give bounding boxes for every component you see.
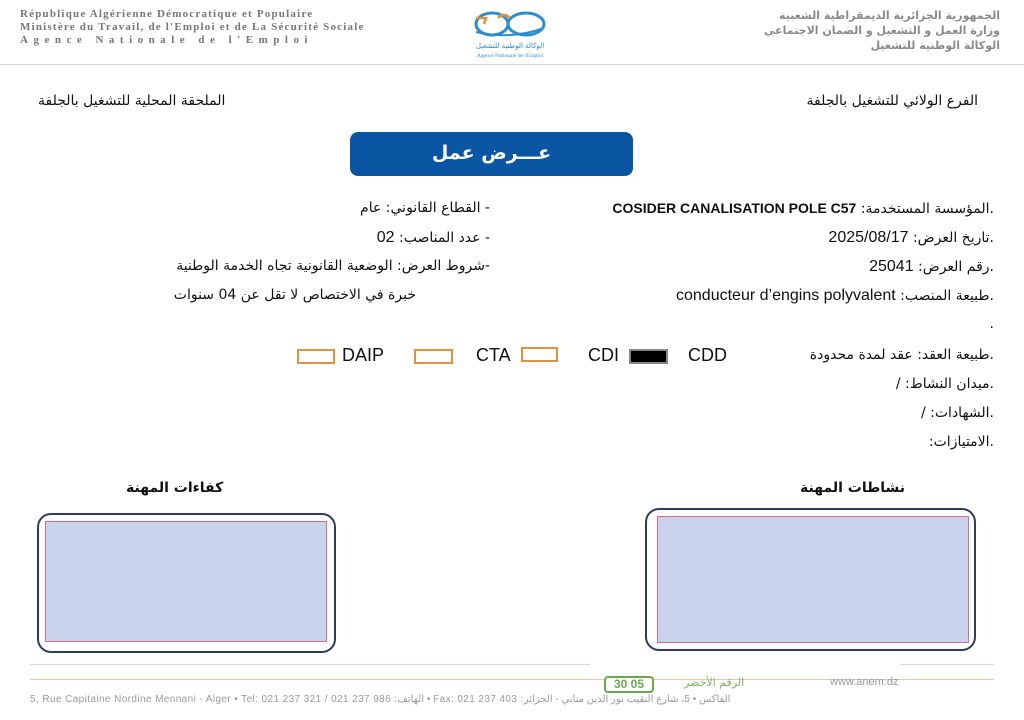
green-number-badge	[604, 676, 654, 693]
field-offer-date: .تاريخ العرض: 2025/08/17	[828, 229, 994, 246]
header-ar-line-2: وزارة العمل و التشغيل و الضمان الاجتماعي	[764, 24, 1000, 37]
field-positions-count	[377, 229, 490, 247]
empty-dot-line: .	[989, 316, 994, 332]
field-offer-date-value: 2025/08/17	[828, 229, 909, 246]
field-offer-number-value: 25041	[869, 258, 914, 275]
field-legal-sector-label: - القطاع القانوني:	[385, 200, 490, 216]
field-conditions: -شروط العرض: الوضعية القانونية تجاه الخدمة الوطنية	[176, 258, 490, 274]
competencies-box[interactable]	[45, 521, 327, 642]
option-cdd-label: CDD	[688, 345, 727, 365]
field-activity: .ميدان النشاط: /	[895, 376, 994, 392]
field-certificates-label: الشهادات:	[930, 405, 990, 421]
field-legal-sector	[360, 200, 490, 216]
logo-caption-fr: Agence Nationale de l'Emploi	[476, 53, 544, 59]
field-position-value: conducteur d’engins polyvalent	[676, 287, 896, 304]
website-link[interactable]: www.anem.dz	[830, 676, 899, 688]
field-activity-label: ميدان النشاط:	[905, 376, 990, 392]
field-employer-label: المؤسسة المستخدمة:	[860, 201, 990, 217]
option-cta-checkbox[interactable]	[521, 347, 558, 362]
header-arabic	[600, 8, 1000, 53]
field-conditions-experience: خبرة في الاختصاص لا تقل عن 04 سنوات	[173, 287, 416, 303]
green-number-label: الرقم الأخضر	[684, 676, 745, 689]
field-offer-number: .رقم العرض: 25041	[869, 258, 994, 275]
option-extra-checkbox[interactable]	[297, 349, 335, 364]
option-cdi-checkbox[interactable]	[629, 349, 668, 364]
header-fr-line-2: Ministère du Travail, de l'Emploi et de La Sécurité Sociale	[20, 21, 365, 33]
field-contract: .طبيعة العقد: عقد لمدة محدودة	[809, 347, 994, 363]
field-contract-value: عقد لمدة محدودة	[809, 347, 913, 363]
option-cta-label: CTA	[476, 345, 511, 365]
field-privileges: .الامتيازات:	[928, 434, 994, 450]
header-divider	[0, 64, 1024, 65]
page-title: عـــرض عمل	[350, 132, 633, 176]
header-french	[20, 8, 420, 47]
field-contract-label: طبيعة العقد:	[917, 347, 990, 363]
header-fr-line-3: Agence Nationale de l'Emploi	[20, 34, 314, 46]
competencies-title: كفاءات المهنة	[126, 480, 224, 496]
footer-divider-top	[30, 664, 590, 665]
activities-box[interactable]	[657, 516, 969, 643]
field-offer-number-label: رقم العرض:	[918, 259, 990, 275]
field-positions-count-label: - عدد المناصب:	[399, 230, 490, 246]
field-employer: .المؤسسة المستخدمة: COSIDER CANALISATION POLE C57	[612, 200, 994, 217]
branch-wilaya: الفرع الولائي للتشغيل بالجلفة	[806, 93, 978, 109]
logo-caption-ar: الوكالة الوطنية للتشغيل	[475, 42, 545, 50]
branch-local: الملحقة المحلية للتشغيل بالجلفة	[38, 93, 226, 109]
field-privileges-label: الامتيازات:	[928, 434, 990, 450]
anem-logo	[440, 6, 580, 62]
field-employer-value: COSIDER CANALISATION POLE C57	[612, 200, 857, 216]
field-activity-value: /	[895, 376, 901, 392]
header-ar-line-1: الجمهورية الجزائرية الديمقراطية الشعبية	[779, 9, 1000, 22]
field-position-label: طبيعة المنصب:	[900, 288, 990, 304]
field-legal-sector-value: عام	[360, 200, 382, 216]
option-cdi-label: CDI	[588, 345, 619, 365]
field-certificates-value: /	[920, 405, 926, 421]
logo-mark-icon	[476, 13, 544, 35]
footer-divider-top-right	[900, 664, 994, 665]
footer-address: 5, Rue Capitaine Nordine Mennani - Alger • Tel: 021 237 321 / 021 237 986 :الهاتف • Fax: 021 237 403 :الفاكس • 5، شارع النقيب نور الدين مناني - الجزائر	[30, 694, 731, 705]
field-certificates: .الشهادات: /	[920, 405, 994, 421]
field-offer-date-label: تاريخ العرض:	[912, 230, 990, 246]
field-conditions-value: الوضعية القانونية تجاه الخدمة الوطنية	[176, 258, 393, 274]
option-daip-label: DAIP	[342, 345, 385, 365]
field-positions-count-value: 02	[376, 229, 395, 246]
field-position: .طبيعة المنصب: conducteur d’engins polyvalent	[676, 287, 994, 304]
header-ar-line-3: الوكالة الوطنية للتشغيل	[870, 39, 1000, 52]
header-fr-line-1: République Algérienne Démocratique et Populaire	[20, 8, 314, 20]
field-conditions-label: شروط العرض:	[397, 258, 485, 274]
green-number: 30 05	[613, 677, 645, 691]
option-daip-checkbox[interactable]	[414, 349, 453, 364]
activities-title: نشاطات المهنة	[800, 480, 906, 496]
